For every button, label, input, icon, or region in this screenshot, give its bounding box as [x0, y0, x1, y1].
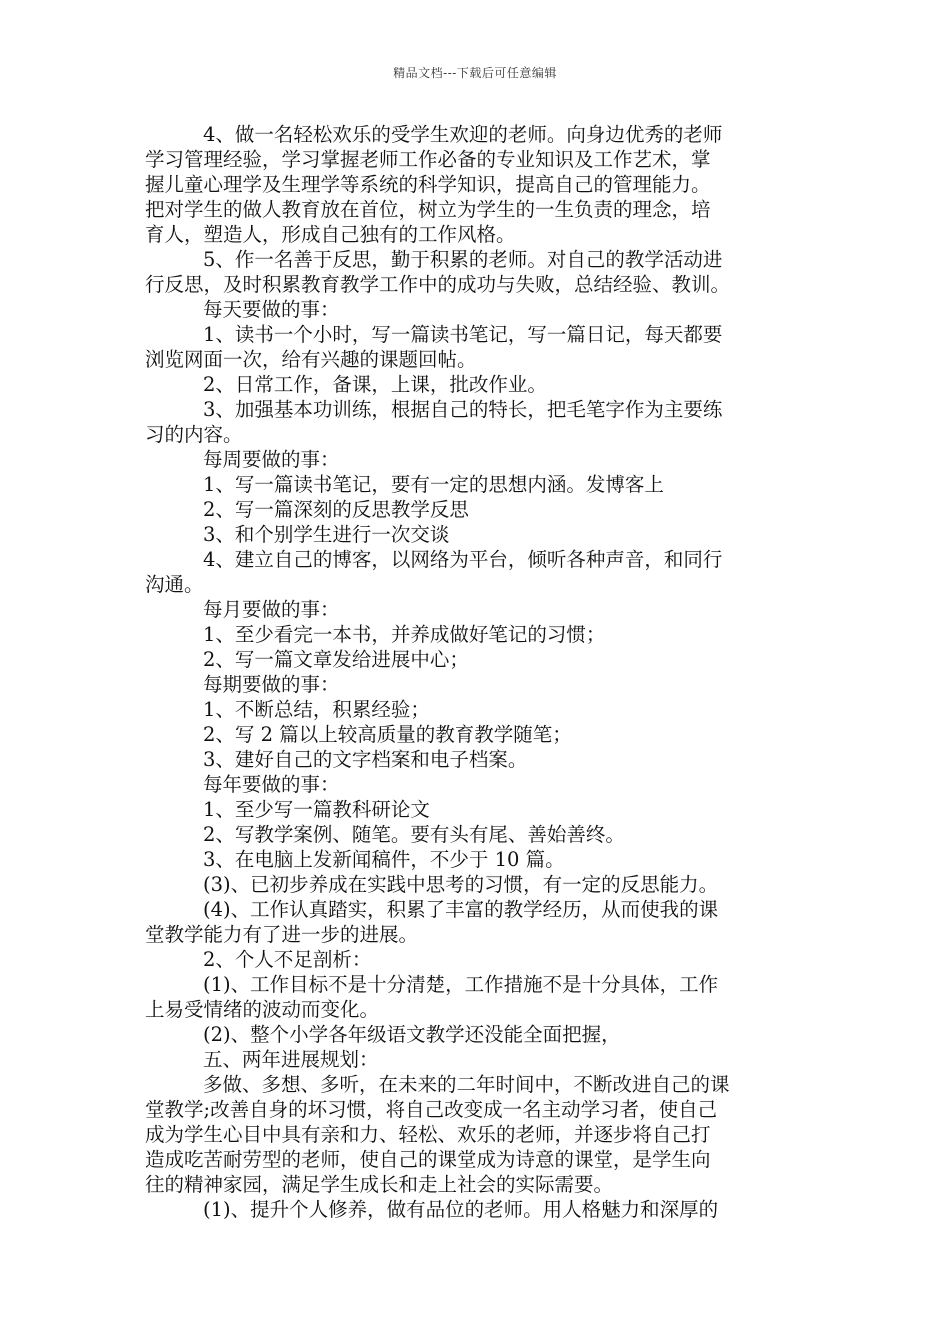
text-line: 3、在电脑上发新闻稿件，不少于 10 篇。 — [203, 848, 565, 871]
text-line: (2)、整个小学各年级语文教学还没能全面把握， — [203, 1023, 621, 1046]
text-line: 成为学生心目中具有亲和力、轻松、欢乐的老师，并逐步将自己打 — [145, 1123, 711, 1146]
text-line: 握儿童心理学及生理学等系统的科学知识，提高自己的管理能力。 — [145, 173, 711, 196]
text-line: 4、建立自己的博客，以网络为平台，倾听各种声音，和同行 — [203, 548, 723, 571]
text-line: 往的精神家园，满足学生成长和走上社会的实际需要。 — [145, 1173, 614, 1196]
text-line: 育人，塑造人，形成自己独有的工作风格。 — [145, 223, 516, 246]
text-line: (4)、工作认真踏实，积累了丰富的教学经历，从而使我的课 — [203, 898, 719, 921]
text-line: (1)、工作目标不是十分清楚，工作措施不是十分具体，工作 — [203, 973, 719, 996]
text-line: 学习管理经验，学习掌握老师工作必备的专业知识及工作艺术，掌 — [145, 148, 711, 171]
text-line: 1、至少看完一本书，并养成做好笔记的习惯； — [203, 623, 606, 646]
text-line: 1、至少写一篇教科研论文 — [203, 798, 430, 821]
document-body — [145, 122, 810, 1222]
text-line: 2、日常工作，备课，上课，批改作业。 — [203, 373, 547, 396]
text-line: 每天要做的事： — [203, 298, 340, 321]
text-line: 行反思，及时积累教育教学工作中的成功与失败，总结经验、教训。 — [145, 273, 731, 296]
text-line: 沟通。 — [145, 573, 204, 596]
text-line: 1、写一篇读书笔记，要有一定的思想内涵。发博客上 — [203, 473, 664, 496]
text-line: 每年要做的事： — [203, 773, 340, 796]
text-line: 造成吃苦耐劳型的老师，使自己的课堂成为诗意的课堂，是学生向 — [145, 1148, 711, 1171]
text-line: 多做、多想、多听，在未来的二年时间中，不断改进自己的课 — [203, 1073, 730, 1096]
text-line: 1、读书一个小时，写一篇读书笔记，写一篇日记，每天都要 — [203, 323, 723, 346]
text-line: 2、个人不足剖析： — [203, 948, 372, 971]
text-line: 4、做一名轻松欢乐的受学生欢迎的老师。向身边优秀的老师 — [203, 123, 723, 146]
text-line: 每期要做的事： — [203, 673, 340, 696]
text-line: 2、写 2 篇以上较高质量的教育教学随笔； — [203, 723, 572, 746]
text-line: 堂教学能力有了进一步的进展。 — [145, 923, 419, 946]
text-line: (3)、已初步养成在实践中思考的习惯，有一定的反思能力。 — [203, 873, 719, 896]
text-line: 2、写一篇深刻的反思教学反思 — [203, 498, 469, 521]
text-line: 5、作一名善于反思，勤于积累的老师。对自己的教学活动进 — [203, 248, 723, 271]
text-line: 2、写一篇文章发给进展中心； — [203, 648, 469, 671]
text-line: 堂教学;改善自身的坏习惯，将自己改变成一名主动学习者，使自己 — [145, 1098, 718, 1121]
page-header: 精品文档---下载后可任意编辑 — [393, 66, 557, 80]
text-line: 上易受情绪的波动而变化。 — [145, 998, 380, 1021]
text-line: 1、不断总结，积累经验； — [203, 698, 430, 721]
text-line: 3、和个别学生进行一次交谈 — [203, 523, 450, 546]
text-line: 2、写教学案例、随笔。要有头有尾、善始善终。 — [203, 823, 625, 846]
text-line: 3、加强基本功训练，根据自己的特长，把毛笔字作为主要练 — [203, 398, 723, 421]
text-line: 五、两年进展规划： — [203, 1048, 379, 1071]
text-line: 浏览网面一次，给有兴趣的课题回帖。 — [145, 348, 477, 371]
text-line: 习的内容。 — [145, 423, 243, 446]
text-line: 把对学生的做人教育放在首位，树立为学生的一生负责的理念，培 — [145, 198, 711, 221]
text-line: 每月要做的事： — [203, 598, 340, 621]
text-line: 3、建好自己的文字档案和电子档案。 — [203, 748, 528, 771]
text-line: 每周要做的事： — [203, 448, 340, 471]
text-line: (1)、提升个人修养，做有品位的老师。用人格魅力和深厚的 — [203, 1198, 719, 1221]
